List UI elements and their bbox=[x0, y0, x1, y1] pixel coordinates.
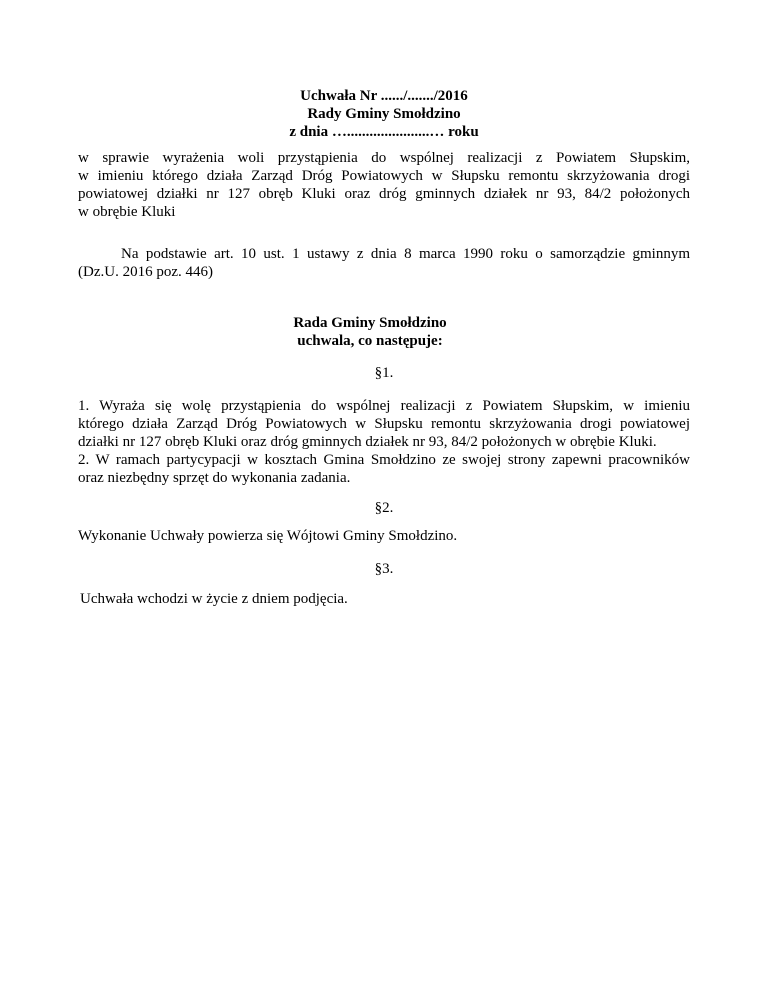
resolution-header bbox=[0, 87, 768, 141]
resolution-number: Uchwała Nr ....../......./2016 bbox=[300, 88, 468, 104]
subject-line: w obrębie Kluki bbox=[78, 204, 176, 220]
section-line: 1. Wyraża się wolę przystąpienia do wspólnej realizacji z Powiatem Słupskim, w imieniu bbox=[78, 398, 690, 414]
subject-line: w imieniu którego działa Zarząd Dróg Powiatowych w Słupsku remontu skrzyżowania drogi bbox=[78, 168, 690, 184]
subject-line: w sprawie wyrażenia woli przystąpienia do wspólnej realizacji z Powiatem Słupskim, bbox=[78, 150, 690, 166]
section-line: Wykonanie Uchwały powierza się Wójtowi Gminy Smołdzino. bbox=[78, 528, 458, 544]
section-line: którego działa Zarząd Dróg Powiatowych w Słupsku remontu skrzyżowania drogi powiatowej bbox=[78, 416, 690, 432]
section-line: oraz niezbędny sprzęt do wykonania zadania. bbox=[78, 470, 351, 486]
council-resolves bbox=[0, 314, 740, 350]
legal-basis-line: (Dz.U. 2016 poz. 446) bbox=[78, 264, 213, 280]
council-title: Rada Gminy Smołdzino bbox=[293, 315, 447, 331]
resolution-date: z dnia …......................… roku bbox=[289, 124, 479, 140]
section-mark-1: §1. bbox=[374, 365, 394, 381]
section-1-body bbox=[78, 397, 690, 487]
section-mark-3: §3. bbox=[374, 561, 394, 577]
council-name: Rady Gminy Smołdzino bbox=[307, 106, 461, 122]
section-2-body bbox=[78, 527, 690, 545]
legal-basis-line: Na podstawie art. 10 ust. 1 ustawy z dnia 8 marca 1990 roku o samorządzie gminnym bbox=[121, 246, 690, 262]
section-line: 2. W ramach partycypacji w kosztach Gmina Smołdzino ze swojej strony zapewni pracowników bbox=[78, 452, 690, 468]
section-line: działki nr 127 obręb Kluki oraz dróg gminnych działek nr 93, 84/2 położonych w obrębie Kluki. bbox=[78, 434, 657, 450]
council-resolves-text: uchwala, co następuje: bbox=[297, 333, 443, 349]
section-3-body bbox=[80, 590, 692, 608]
section-mark-2: §2. bbox=[374, 500, 394, 516]
subject-line: powiatowej działki nr 127 obręb Kluki oraz dróg gminnych działek nr 93, 84/2 położonych bbox=[78, 186, 690, 202]
resolution-subject bbox=[78, 149, 690, 221]
legal-basis bbox=[78, 245, 690, 281]
section-line: Uchwała wchodzi w życie z dniem podjęcia. bbox=[80, 591, 348, 607]
